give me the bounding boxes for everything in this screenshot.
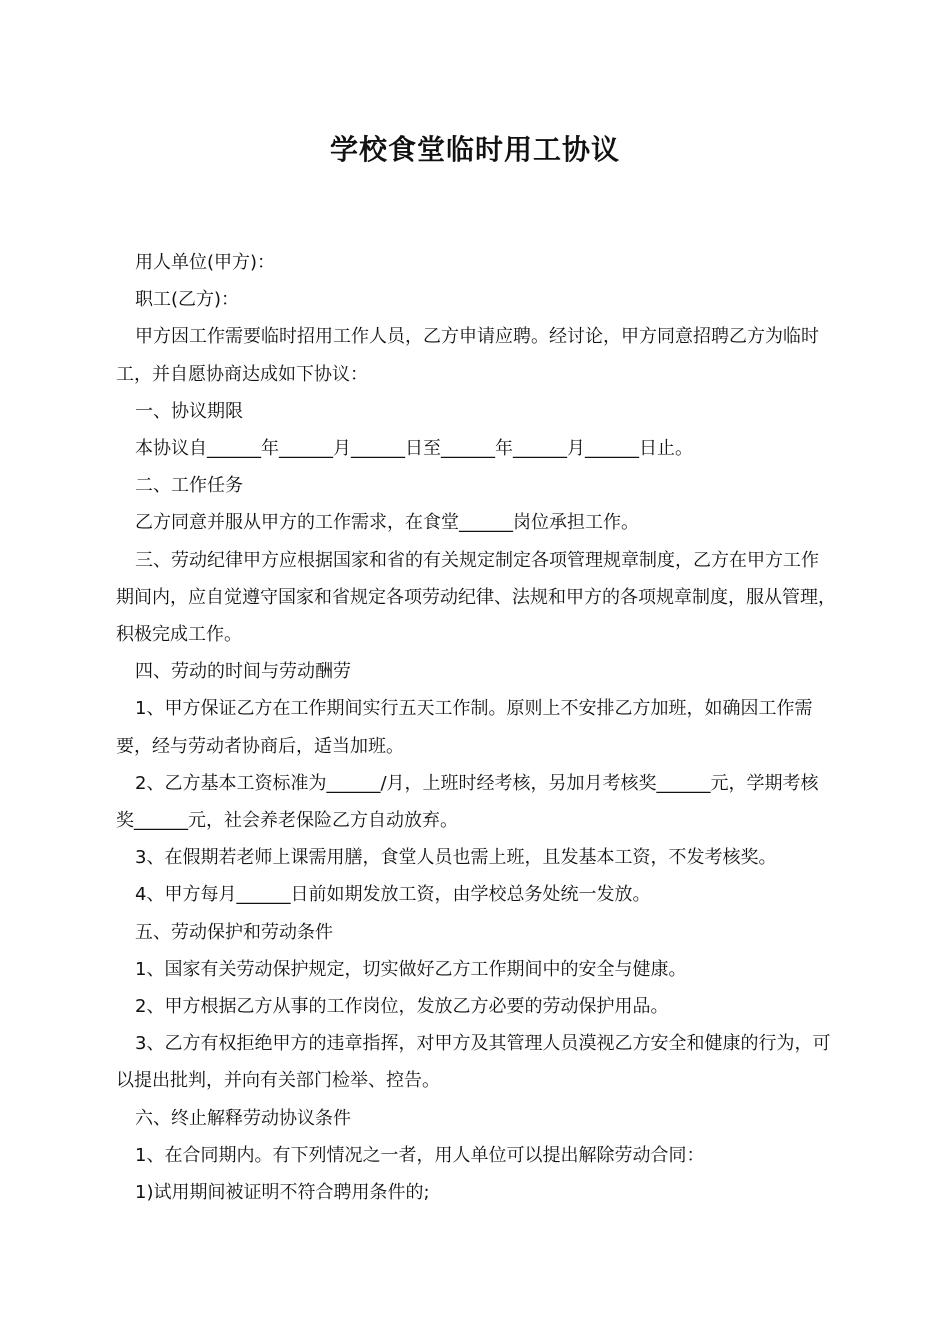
paragraph-termination-1: 1、在合同期内。有下列情况之一者，用人单位可以提出解除劳动合同：	[135, 1144, 705, 1166]
paragraph-hours: 1、甲方保证乙方在工作期间实行五天工作制。原则上不安排乙方加班，如确因工作需要，经与劳动者协商后，适当加班。	[116, 698, 813, 757]
paragraph-employee: 职工(乙方)：	[135, 289, 240, 311]
paragraph-payday: 4、甲方每月______日前如期发放工资，由学校总务处统一发放。	[135, 884, 651, 906]
paragraph-protection-1: 1、国家有关劳动保护规定，切实做好乙方工作期间中的安全与健康。	[135, 958, 687, 980]
paragraph-tasks: 乙方同意并服从甲方的工作需求，在食堂______岗位承担工作。	[135, 512, 639, 534]
section-heading-protection: 五、劳动保护和劳动条件	[135, 921, 333, 943]
paragraph-holiday: 3、在假期若老师上课需用膳，食堂人员也需上班，且发基本工资，不发考核奖。	[135, 847, 777, 869]
section-heading-termination: 六、终止解释劳动协议条件	[135, 1107, 351, 1129]
paragraph-salary: 2、乙方基本工资标准为______/月，上班时经考核，另加月考核奖______元，学期考核奖______元，社会养老保险乙方自动放弃。	[116, 772, 819, 832]
section-heading-hours-pay: 四、劳动的时间与劳动酬劳	[135, 661, 351, 683]
paragraph-protection-3: 3、乙方有权拒绝甲方的违章指挥，对甲方及其管理人员漠视乙方安全和健康的行为，可以提出批判，并向有关部门检举、控告。	[116, 1033, 831, 1092]
section-heading-term: 一、协议期限	[135, 400, 243, 422]
paragraph-protection-2: 2、甲方根据乙方从事的工作岗位，发放乙方必要的劳动保护用品。	[135, 996, 669, 1018]
paragraph-term: 本协议自______年______月______日至______年______月______日止。	[135, 438, 693, 460]
paragraph-intro: 甲方因工作需要临时招用工作人员，乙方申请应聘。经讨论，甲方同意招聘乙方为临时工，并自愿协商达成如下协议：	[116, 326, 819, 385]
paragraph-termination-1-1: 1)试用期间被证明不符合聘用条件的;	[135, 1182, 430, 1204]
document-title: 学校食堂临时用工协议	[329, 133, 620, 166]
section-heading-tasks: 二、工作任务	[135, 475, 243, 497]
document-body	[116, 244, 836, 1211]
paragraph-employer: 用人单位(甲方)：	[135, 252, 276, 273]
paragraph-discipline: 三、劳动纪律甲方应根据国家和省的有关规定制定各项管理规章制度，乙方在甲方工作期间内，应自觉遵守国家和省规定各项劳动纪律、法规和甲方的各项规章制度，服从管理，积极完成工作。	[116, 549, 836, 646]
